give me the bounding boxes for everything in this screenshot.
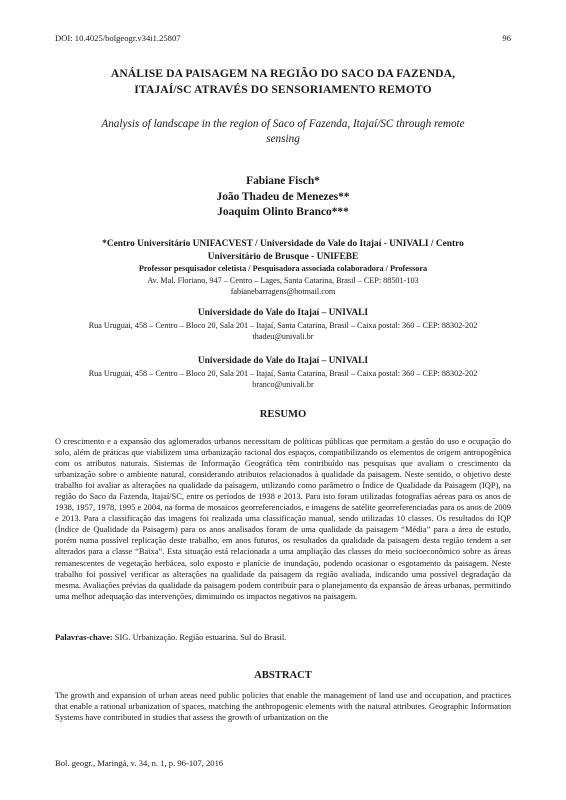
page-number: 96 xyxy=(502,33,511,43)
affiliation-institution: Universidade do Vale do Itajaí – UNIVALI xyxy=(197,356,369,366)
affiliation-institution: Universidade do Vale do Itajaí – UNIVALI xyxy=(197,308,369,318)
resumo-heading: RESUMO xyxy=(259,409,307,420)
affiliation-roles: Professor pesquisador celetista / Pesquisadora associada colaboradora / Professora xyxy=(138,264,428,273)
affiliation-address: Rua Uruguai, 458 – Centro – Bloco 20, Sala 201 – Itajaí, Santa Catarina, Brasil – Caixa postal: 360 – CEP: 88302-202 xyxy=(88,368,478,378)
author-name: João Thadeu de Menezes** xyxy=(216,190,350,203)
author-list xyxy=(0,174,566,221)
paper-title xyxy=(40,66,526,97)
abstract-paragraph: The growth and expansion of urban areas need public policies that enable the management of land use and occupation, and practices that enable a rational urbanization of spaces, matching the anthropogenic elements with the natural attributes. Geographic Information Systems have contributed in studies that assess the growth of urbanization on the xyxy=(55,690,511,723)
keywords-label: Palavras-chave: xyxy=(55,632,113,642)
affiliation-3 xyxy=(45,355,521,391)
doi-text: DOI: 10.4025/bolgeogr.v34i1.25807 xyxy=(55,33,181,43)
page-header xyxy=(55,33,511,43)
affiliation-institution: *Centro Universitário UNIFACVEST / Universidade do Vale do Itajaí - UNIVALI / Centro xyxy=(102,239,464,249)
keywords-text: SIG. Urbanização. Região estuarina. Sul do Brasil. xyxy=(114,632,287,642)
resumo-paragraph: O crescimento e a expansão dos aglomerados urbanos necessitam de políticas públicas que permitam a gestão do uso e ocupação do solo, além de práticas que viabilizem uma urbanização racional dos espaços, compatibilizando os elementos de origem antropogênica com os atributos naturais. Sistemas de Informação Geográfica têm contribuído nas pesquisas que avaliam o crescimento da urbanização sobre o ambiente natural, considerando atributos relacionados à qualidade da paisagem. Neste sentido, o objetivo deste trabalho foi avaliar as alterações na qualidade da paisagem, utilizando como parâmetro o Índice de Qualidade da Paisagem (IQP), na região do Saco da Fazenda, Itajaí/SC, entre os períodos de 1938 e 2013. Para isto foram utilizadas fotografias aéreas para os anos de 1938, 1957, 1978, 1995 e 2004, na forma de mosaicos georreferenciados, e imagens de satélite georreferenciadas para os anos de 2009 e 2013. Para a classificação das imagens foi realizada uma classificação manual, sendo utilizadas 10 classes. Os resultados do IQP (Índice de Qualidade da Paisagem) para os anos analisados foram de uma qualidade da paisagem “Média” para a área de estudo, porém numa possível replicação deste trabalho, em anos futuros, os resultados da qualidade da paisagem desta região tendem a ser alterados para a classe “Baixa”. Esta situação está relacionada a uma ampliação das classes do meio socioeconômico sobre as áreas remanescentes de vegetação herbácea, solo exposto e planície de inundação, podendo ocasionar o esgotamento da paisagem. Neste trabalho foi possível verificar as alterações na qualidade da paisagem da região avaliada, indicando uma possível degradação da mesma. Avaliações prévias da qualidade da paisagem podem contribuir para o planejamento da expansão de áreas urbanas, permitindo uma melhor adequação das intervenções, diminuindo os impactos negativos na paisagem. xyxy=(55,436,511,601)
english-title-line-2: sensing xyxy=(266,133,300,145)
affiliation-email: fabianebarragens@hotmail.com xyxy=(230,287,336,296)
author-name: Fabiane Fisch* xyxy=(246,175,320,187)
english-title xyxy=(45,117,521,147)
affiliation-institution: Universitário de Brusque - UNIFEBE xyxy=(207,251,359,262)
affiliation-address: Av. Mal. Floriano, 947 – Centro – Lages, Santa Catarina, Brasil – CEP: 88501-103 xyxy=(147,275,419,285)
affiliation-address: Rua Uruguai, 458 – Centro – Bloco 20, Sala 201 – Itajaí, Santa Catarina, Brasil – Caixa postal: 360 – CEP: 88302-202 xyxy=(88,320,478,330)
page-footer: Bol. geogr., Maringá, v. 34, n. 1, p. 96-107, 2016 xyxy=(55,758,224,768)
keywords xyxy=(55,632,511,643)
title-line-1: ANÁLISE DA PAISAGEM NA REGIÃO DO SACO DA FAZENDA, xyxy=(110,67,456,80)
affiliation-2 xyxy=(45,307,521,343)
title-line-2: ITAJAÍ/SC ATRAVÉS DO SENSORIAMENTO REMOTO xyxy=(134,82,432,96)
english-title-line-1: Analysis of landscape in the region of Saco of Fazenda, Itajaí/SC through remote xyxy=(101,118,465,130)
affiliation-email: thadeu@univali.br xyxy=(252,332,314,341)
affiliation-1 xyxy=(45,238,521,298)
abstract-heading: ABSTRACT xyxy=(254,670,312,681)
author-name: Joaquim Olinto Branco*** xyxy=(217,206,349,218)
affiliation-email: branco@univali.br xyxy=(252,380,314,389)
